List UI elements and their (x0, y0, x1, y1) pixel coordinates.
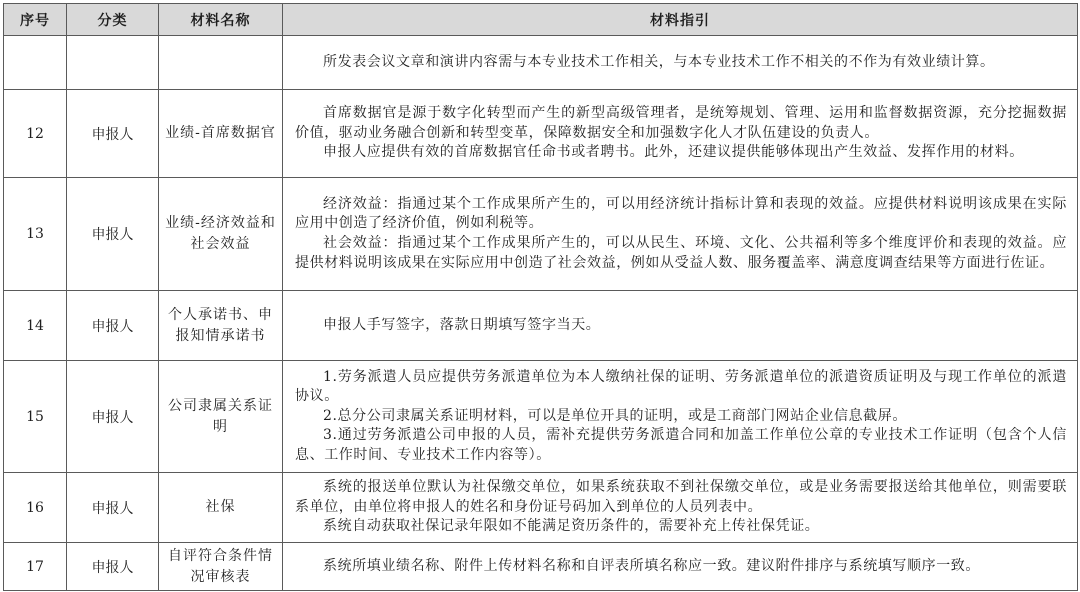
header-no: 序号 (4, 4, 67, 36)
row-material-guide (283, 36, 1078, 90)
guide-paragraph: 系统所填业绩名称、附件上传材料名称和自评表所填名称应一致。建议附件排序与系统填写顺序一致。 (323, 557, 980, 574)
guide-paragraph: 系统自动获取社保记录年限如不能满足资历条件的，需要补充上传社保凭证。 (323, 518, 820, 535)
guide-paragraph: 申报人手写签字，落款日期填写签字当天。 (323, 316, 601, 333)
material-guide-table (3, 3, 1078, 591)
header-category: 分类 (67, 4, 159, 36)
guide-paragraph: 2.总分公司隶属关系证明材料，可以是单位开具的证明，或是工商部门网站企业信息截屏。 (323, 407, 907, 424)
row-category: 申报人 (67, 473, 159, 543)
guide-paragraph: 社会效益：指通过某个工作成果所产生的，可以从民生、环境、文化、公共福利等多个维度评价和表现的效益。应提供材料说明该成果在实际应用中创造了社会效益，例如从受益人数、服务覆盖率、满意度调查结果等方面进行佐证。 (295, 235, 1067, 271)
row-no: 15 (4, 361, 67, 473)
table-header-row (4, 4, 1078, 36)
row-category: 申报人 (67, 361, 159, 473)
guide-paragraph: 3.通过劳务派遣公司申报的人员，需补充提供劳务派遣合同和加盖工作单位公章的专业技术工作证明（包含个人信息、工作时间、专业技术工作内容等）。 (295, 427, 1067, 463)
row-material-name: 业绩-经济效益和社会效益 (159, 178, 283, 291)
row-category: 申报人 (67, 291, 159, 361)
table-row (4, 291, 1078, 361)
table-row (4, 543, 1078, 591)
guide-paragraph: 系统的报送单位默认为社保缴交单位，如果系统获取不到社保缴交单位，或是业务需要报送给其他单位，则需要联系单位，由单位将申报人的姓名和身份证号码加入到单位的人员列表中。 (295, 479, 1067, 515)
table-row (4, 90, 1078, 178)
header-material-guide: 材料指引 (283, 4, 1078, 36)
row-material-guide (283, 473, 1078, 543)
material-table-container (3, 3, 1077, 591)
guide-paragraph: 1.劳务派遣人员应提供劳务派遣单位为本人缴纳社保的证明、劳务派遣单位的派遣资质证明及与现工作单位的派遣协议。 (295, 368, 1067, 405)
guide-paragraph: 经济效益：指通过某个工作成果所产生的，可以用经济统计指标计算和表现的效益。应提供材料说明该成果在实际应用中创造了经济价值，例如利税等。 (295, 195, 1067, 232)
row-no (4, 36, 67, 90)
row-category (67, 36, 159, 90)
row-material-name (159, 36, 283, 90)
row-material-guide (283, 543, 1078, 591)
row-material-name: 业绩-首席数据官 (159, 90, 283, 178)
row-material-name: 公司隶属关系证明 (159, 361, 283, 473)
table-row (4, 36, 1078, 90)
guide-paragraph: 首席数据官是源于数字化转型而产生的新型高级管理者，是统筹规划、管理、运用和监督数据资源，充分挖掘数据价值，驱动业务融合创新和转型变革，保障数据安全和加强数字化人才队伍建设的负责人。 (295, 105, 1067, 141)
row-category: 申报人 (67, 178, 159, 291)
row-material-name: 社保 (159, 473, 283, 543)
row-no: 16 (4, 473, 67, 543)
header-material-name: 材料名称 (159, 4, 283, 36)
table-row (4, 361, 1078, 473)
row-material-name: 个人承诺书、申报知情承诺书 (159, 291, 283, 361)
row-category: 申报人 (67, 543, 159, 591)
row-no: 13 (4, 178, 67, 291)
row-material-guide (283, 291, 1078, 361)
row-no: 14 (4, 291, 67, 361)
row-material-guide (283, 361, 1078, 473)
row-material-name: 自评符合条件情况审核表 (159, 543, 283, 591)
row-category: 申报人 (67, 90, 159, 178)
row-material-guide (283, 178, 1078, 291)
table-row (4, 473, 1078, 543)
row-no: 12 (4, 90, 67, 178)
row-material-guide (283, 90, 1078, 178)
guide-paragraph: 所发表会议文章和演讲内容需与本专业技术工作相关，与本专业技术工作不相关的不作为有效业绩计算。 (323, 53, 995, 70)
row-no: 17 (4, 543, 67, 591)
table-row (4, 178, 1078, 291)
guide-paragraph: 申报人应提供有效的首席数据官任命书或者聘书。此外，还建议提供能够体现出产生效益、发挥作用的材料。 (323, 144, 1024, 161)
